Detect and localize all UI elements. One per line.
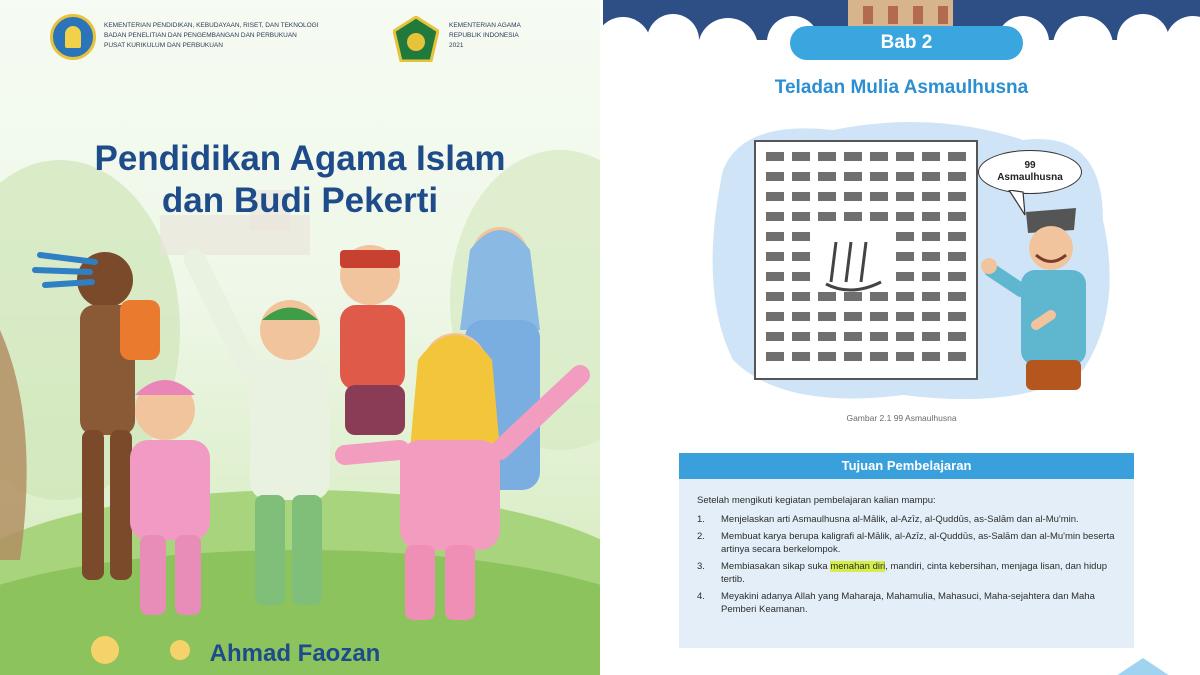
- goal-text-after: , mandiri, cinta kebersihan, menjaga lisan, dan hidup tertib.: [721, 561, 1108, 585]
- header-kemenag-line-2: REPUBLIK INDONESIA: [449, 32, 519, 39]
- speech-bubble: [978, 150, 1082, 194]
- cover-title-line-2: dan Budi Pekerti: [161, 181, 439, 220]
- asmaulhusna-calligraphy-grid: [754, 140, 978, 380]
- header-kemenag-line-3: 2021: [449, 42, 464, 49]
- header-ministry-text: [104, 21, 319, 51]
- chapter-label: Bab 2: [790, 26, 1023, 60]
- header-kemenag-text: [449, 21, 521, 51]
- chapter-title: Teladan Mulia Asmaulhusna: [774, 77, 1029, 98]
- goal-text-before: Membiasakan sikap suka: [721, 561, 831, 572]
- kemenag-logo: [393, 16, 439, 62]
- goal-item-2: [697, 530, 1122, 556]
- header-line-1: KEMENTERIAN PENDIDIKAN, KEBUDAYAAN, RISET, DAN TEKNOLOGI: [104, 22, 319, 29]
- corner-decoration: [1113, 658, 1173, 675]
- bubble-line-2: Asmaulhusna: [997, 172, 1063, 183]
- goal-text: Membuat karya berupa kaligrafi al-Mālik, al-Azīz, al-Quddūs, as-Salām dan al-Mu'min beserta artinya secara berkelompok.: [721, 531, 1115, 555]
- learning-goals-heading: Tujuan Pembelajaran: [679, 453, 1134, 479]
- learning-goals-intro: Setelah mengikuti kegiatan pembelajaran kalian mampu:: [697, 495, 936, 506]
- goal-text: Meyakini adanya Allah yang Maharaja, Mahamulia, Mahasuci, Maha-sejahtera dan Maha Pemberi Keamanan.: [721, 591, 1095, 615]
- cover-author: Ahmad Faozan: [209, 640, 381, 667]
- goal-number: 2.: [697, 531, 705, 542]
- header-kemenag-line-1: KEMENTERIAN AGAMA: [449, 22, 521, 29]
- chapter-page: [603, 0, 1200, 675]
- cover-title-line-1: Pendidikan Agama Islam: [94, 139, 506, 178]
- goal-item-3: [697, 560, 1122, 586]
- goal-highlight: menahan diri: [830, 561, 886, 572]
- kemendikbud-logo: [50, 14, 96, 60]
- bubble-line-1: 99: [1024, 160, 1036, 171]
- header-line-3: PUSAT KURIKULUM DAN PERBUKUAN: [104, 42, 223, 49]
- goal-number: 4.: [697, 591, 705, 602]
- goal-number: 1.: [697, 514, 705, 525]
- goal-text: Menjelaskan arti Asmaulhusna al-Mālik, al-Azīz, al-Quddūs, as-Salām dan al-Mu'min.: [721, 514, 1079, 525]
- header-line-2: BADAN PENELITIAN DAN PENGEMBANGAN DAN PERBUKUAN: [104, 32, 297, 39]
- learning-goals-list: [697, 513, 1122, 620]
- goal-item-1: [697, 513, 1122, 526]
- teacher-illustration: [981, 200, 1101, 400]
- calligraphy-grid-image: [756, 142, 976, 378]
- goal-number: 3.: [697, 561, 705, 572]
- figure-caption: Gambar 2.1 99 Asmaulhusna: [846, 413, 957, 423]
- goal-item-4: [697, 590, 1122, 616]
